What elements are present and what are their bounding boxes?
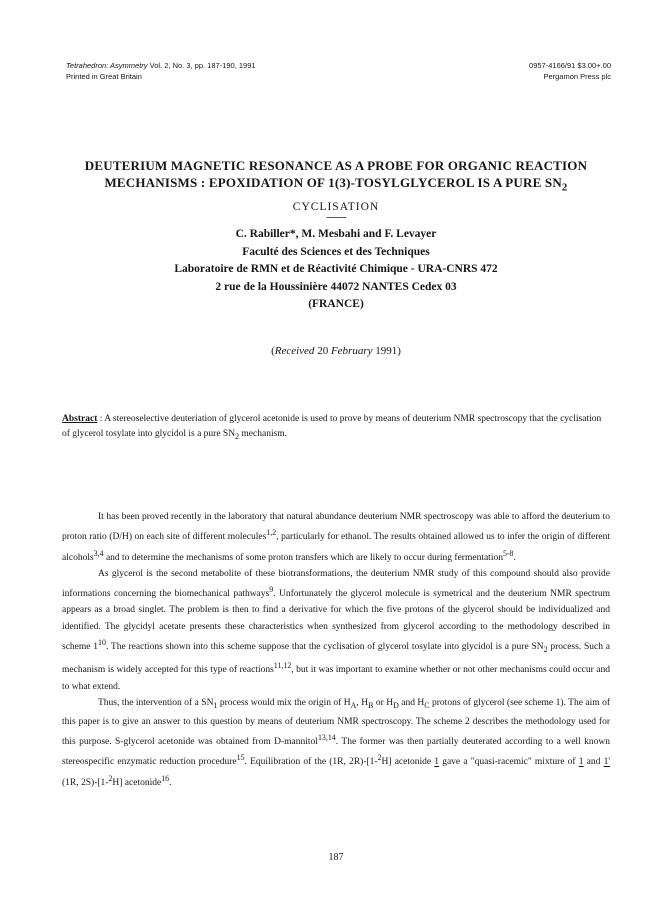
- p3-subscript-b: B: [368, 700, 374, 710]
- paragraph-2: [62, 566, 610, 695]
- p1-text-a: It has been proved recently in the laboratory that natural abundance deuterium NMR spectroscopy was able to afford the deuterium to proton ratio (D/H) on each site of different molecules: [62, 512, 610, 543]
- p3-text-k: and: [583, 757, 604, 768]
- abstract: [62, 412, 610, 444]
- author-faculty: Faculté des Sciences et des Techniques: [242, 245, 430, 258]
- title-line-1: DEUTERIUM MAGNETIC RESONANCE AS A PROBE FOR ORGANIC REACTION: [84, 158, 588, 173]
- paper-title: [60, 157, 612, 216]
- p3-compound-ref-3: 1': [603, 757, 611, 768]
- price-code: 0957-4166/91 $3.00+.00: [529, 61, 611, 70]
- p3-citation-2: 15: [236, 753, 245, 763]
- p1-citation-1: 1,2: [266, 528, 277, 538]
- p3-text-j: gave a "quasi-racemic" mixture of: [439, 757, 579, 768]
- p2-citation-2: 10: [98, 637, 106, 647]
- journal-header-left: [66, 60, 256, 82]
- p3-text-c: , H: [356, 697, 369, 708]
- author-country: (FRANCE): [308, 298, 364, 310]
- title-line-2: [60, 174, 612, 197]
- received-label: Received: [274, 345, 315, 357]
- p3-isotope-1: 2: [377, 753, 382, 763]
- journal-citation: Vol. 2, No. 3, pp. 187-190, 1991: [147, 61, 256, 70]
- p3-text-a: Thus, the intervention of a SN: [98, 697, 214, 708]
- page-number: 187: [328, 852, 344, 863]
- p2-text-b: . Unfortunately the glycerol molecule is symetrical and the deuterium NMR spectrum appears as a broad singlet. The problem is then to find a derivative for which the five protons of the glycerol should be individualized and identified. The glycidyl acetate presents these characteristics when synthesized from glycerol according to the methodology described in scheme 1: [62, 589, 610, 653]
- abstract-text-b: mechanism.: [239, 429, 288, 439]
- paragraph-1: [62, 509, 610, 566]
- author-block: [60, 226, 612, 314]
- p2-citation-1: 9: [269, 585, 274, 595]
- paragraph-3: [62, 695, 610, 791]
- received-date: [0, 345, 672, 357]
- p3-citation-1: 13,14: [317, 733, 336, 742]
- author-names: C. Rabiller*, M. Mesbahi and F. Levayer: [235, 228, 437, 240]
- p3-text-l: (1R, 2S)-[1-: [62, 777, 109, 788]
- p2-text-c: . The reactions shown into this scheme suppose that the cyclisation of glycerol tosylate into glycidol is a pure SN: [105, 642, 544, 653]
- p2-text-e: , but it was important to examine whether or not other mechanisms could occur and to what extend.: [62, 665, 610, 692]
- title-sn-subscript: 2: [561, 181, 568, 194]
- p3-text-b: process would mix the origin of H: [217, 697, 351, 708]
- p2-citation-3: 11,12: [273, 661, 292, 671]
- p1-text-c: and to determine the mechanisms of some proton transfers which are likely to occur during fermentation: [103, 552, 503, 563]
- p1-text-b: , particularly for ethanol. The results obtained allowed us to infer the origin of different alcohols: [62, 532, 610, 563]
- journal-header-right: [529, 60, 611, 82]
- body-text: [62, 509, 610, 791]
- p3-text-h: . Equilibration of the (1R, 2R)-[1-: [244, 757, 378, 768]
- p2-text-d: process. Such a mechanism is widely accepted for this type of reactions: [62, 642, 610, 676]
- received-open: (: [271, 345, 275, 357]
- abstract-text-a: : A stereoselective deuteriation of glycerol acetonide is used to prove by means of deuterium NMR spectroscopy that the cyclisation of glycerol tosylate into glycidol is a pure SN: [62, 414, 602, 439]
- p3-subscript-d: D: [393, 700, 399, 710]
- p3-compound-ref-1: 1: [434, 757, 440, 768]
- received-year: 1991): [372, 345, 401, 357]
- author-lab: Laboratoire de RMN et de Réactivité Chimique - URA-CNRS 472: [174, 263, 498, 275]
- received-day: 20: [314, 345, 331, 357]
- p3-isotope-2: 2: [108, 773, 113, 783]
- received-month: February: [330, 345, 373, 357]
- p3-subscript-c: C: [424, 700, 430, 710]
- p2-text-a: As glycerol is the second metabolite of these biotransformations, the deuterium NMR study of this compound should also provide informations concerning the biomechanical pathways: [62, 568, 610, 600]
- p2-subscript-1: 2: [543, 644, 548, 654]
- p1-citation-3: 5-8: [502, 548, 514, 558]
- printed-in: Printed in Great Britain: [66, 72, 142, 81]
- title-separator: -------: [326, 212, 346, 223]
- p1-text-d: .: [513, 552, 516, 563]
- title-line-2-text: MECHANISMS : EPOXIDATION OF 1(3)-TOSYLGLYCEROL IS A PURE SN: [104, 175, 562, 190]
- journal-name: Tetrahedron: Asymmetry: [66, 61, 148, 70]
- p3-compound-ref-2: 1: [578, 757, 584, 768]
- p3-subscript-1: 1: [213, 700, 218, 710]
- p3-subscript-a: A: [350, 700, 357, 710]
- p3-text-f: protons of glycerol (see scheme 1). The aim of this paper is to give an answer to this question by means of deuterium NMR spectroscopy. The scheme 2 describes the methodology used for this purpose. S-glycerol acetonide was obtained from D-mannitol: [62, 697, 611, 748]
- abstract-label: Abstract: [62, 414, 98, 424]
- abstract-subscript: 2: [235, 431, 240, 441]
- author-address: 2 rue de la Houssinière 44072 NANTES Cedex 03: [215, 280, 457, 293]
- p3-text-g: . The former was then partially deuterated according to a well known stereospecific enzymatic reduction procedure: [62, 737, 610, 768]
- p3-citation-3: 16: [161, 773, 170, 783]
- p3-text-m: H] acetonide: [112, 777, 162, 788]
- publisher: Pergamon Press plc: [543, 72, 611, 81]
- p3-text-e: and H: [398, 697, 425, 708]
- p3-text-i: H] acetonide: [381, 757, 435, 768]
- p3-text-n: .: [169, 777, 172, 788]
- title-line-3: CYCLISATION: [292, 200, 380, 213]
- p1-citation-2: 3,4: [93, 548, 104, 558]
- p3-text-d: or H: [373, 697, 394, 708]
